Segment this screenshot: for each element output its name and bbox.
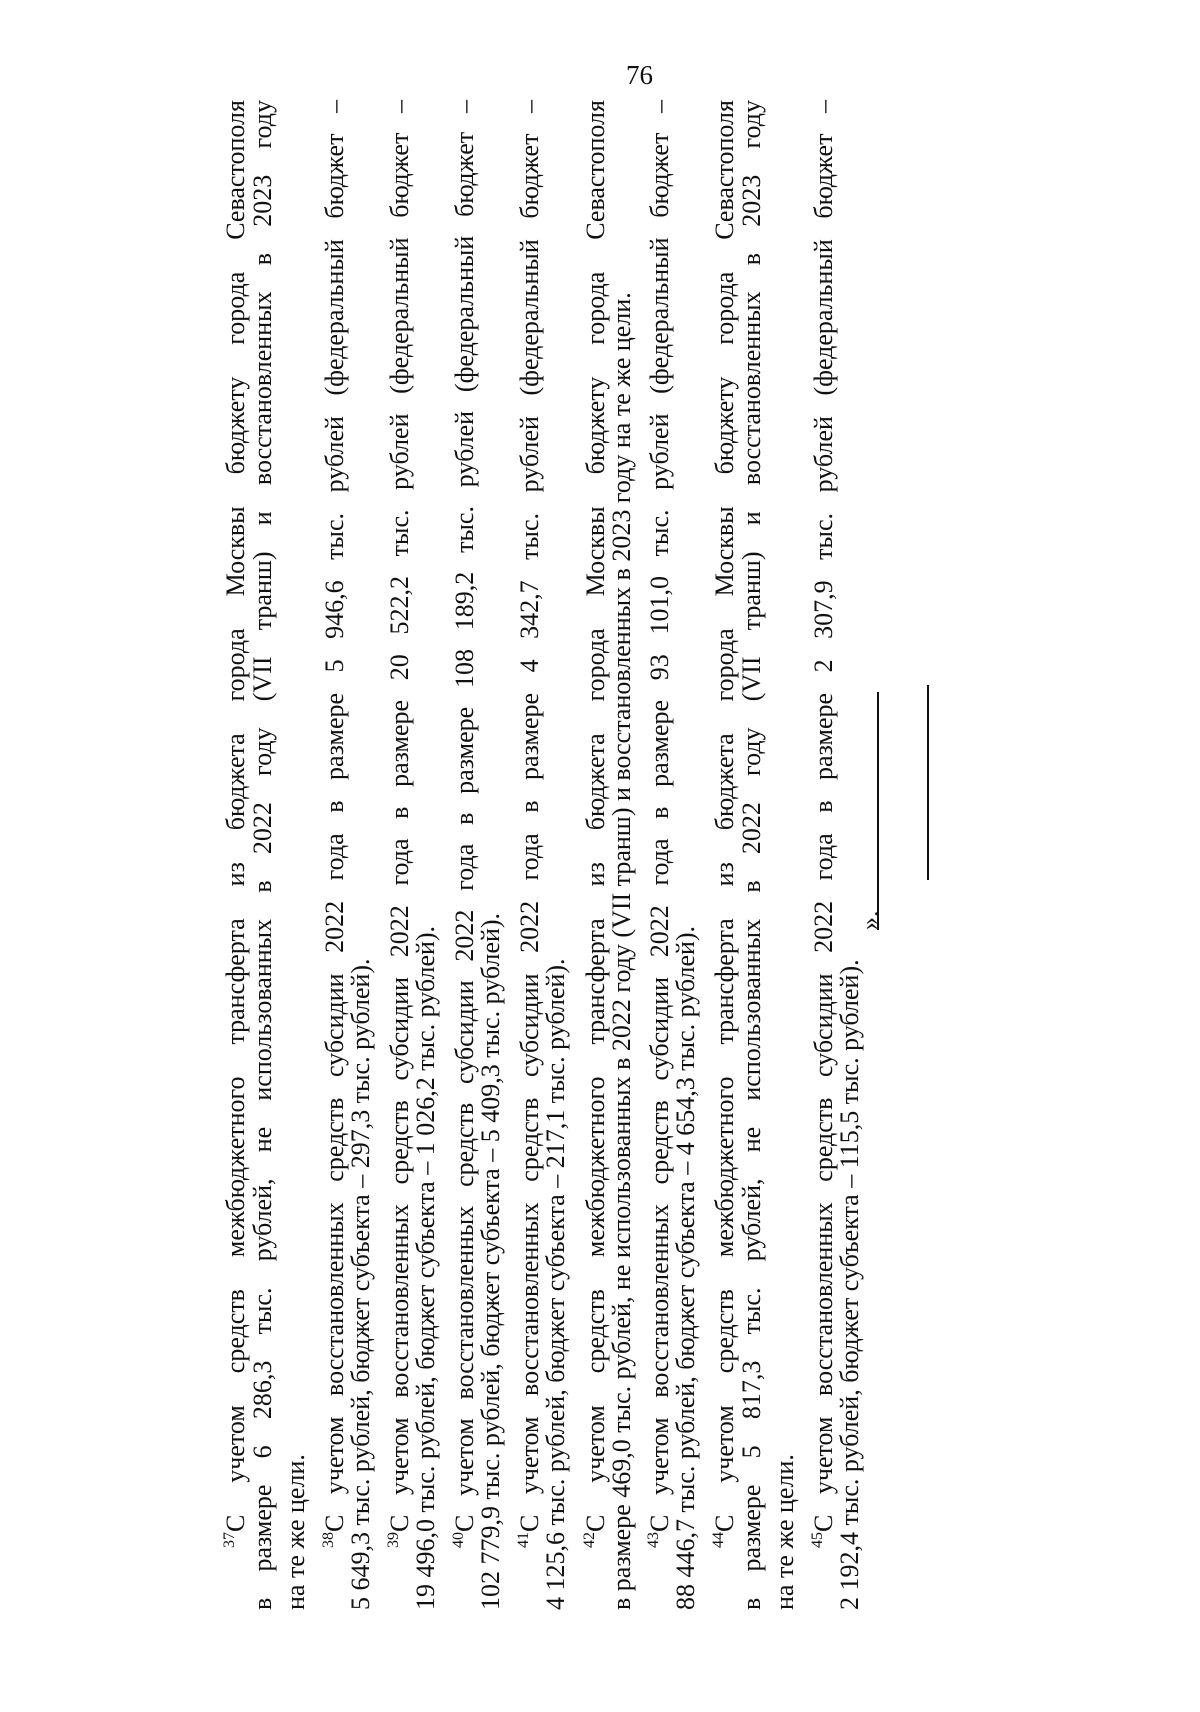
footnote-line: С учетом средств межбюджетного трансферта из бюджета города Москвы бюджету города Севастополя bbox=[710, 100, 739, 1532]
footnote-line: 4 125,6 тыс. рублей, бюджет субъекта – 217,1 тыс. рублей). bbox=[541, 958, 570, 1610]
footnote-line: 102 779,9 тыс. рублей, бюджет субъекта – 5 409,3 тыс. рублей). bbox=[476, 912, 505, 1610]
closing-quote-mark: ». bbox=[855, 910, 884, 930]
footnote-line: в размере 469,0 тыс. рублей, не использованных в 2022 году (VII транш) и восстановленных в 2023 году на те же цели. bbox=[607, 292, 636, 1610]
footnote-line: в размере 5 817,3 тыс. рублей, не использованных в 2022 году (VII транш) и восстановленных в 2023 году bbox=[737, 100, 766, 1610]
footnote-line: С учетом восстановленных средств субсидии 2022 года в размере 2 307,9 тыс. рублей (федеральный бюджет – bbox=[809, 100, 838, 1532]
footnote-line: на те же цели. bbox=[281, 1454, 310, 1610]
footnote-line: С учетом средств межбюджетного трансферта из бюджета города Москвы бюджету города Севастополя bbox=[581, 100, 610, 1532]
separator-rule bbox=[927, 685, 929, 880]
footnote-line: 5 649,3 тыс. рублей, бюджет субъекта – 297,3 тыс. рублей). bbox=[346, 958, 375, 1610]
footnote-marker: 39 bbox=[385, 1532, 402, 1548]
footnote-line: С учетом восстановленных средств субсидии 2022 года в размере 93 101,0 тыс. рублей (федеральный бюджет – bbox=[645, 100, 674, 1532]
footnote-marker: 43 bbox=[645, 1532, 662, 1548]
footnote-line: С учетом восстановленных средств субсидии 2022 года в размере 20 522,2 тыс. рублей (федеральный бюджет – bbox=[385, 100, 414, 1532]
footnote-line: в размере 6 286,3 тыс. рублей, не использованных в 2022 году (VII транш) и восстановленных в 2023 году bbox=[248, 100, 277, 1610]
page-number: 76 bbox=[626, 60, 653, 90]
separator-rule bbox=[877, 692, 879, 930]
footnote-line: С учетом средств межбюджетного трансферта из бюджета города Москвы бюджету города Севастополя bbox=[221, 100, 250, 1532]
footnote-line: С учетом восстановленных средств субсидии 2022 года в размере 4 342,7 тыс. рублей (федеральный бюджет – bbox=[515, 100, 544, 1532]
footnote-marker: 38 bbox=[320, 1532, 337, 1548]
footnote-marker: 37 bbox=[221, 1532, 238, 1548]
footnote-line: на те же цели. bbox=[770, 1454, 799, 1610]
footnote-line: 19 496,0 тыс. рублей, бюджет субъекта – 1 026,2 тыс. рублей). bbox=[411, 925, 440, 1610]
rotated-footnotes-block bbox=[215, 100, 915, 1610]
footnote-line: С учетом восстановленных средств субсидии 2022 года в размере 5 946,6 тыс. рублей (федеральный бюджет – bbox=[320, 100, 349, 1532]
footnote-line: 2 192,4 тыс. рублей, бюджет субъекта – 115,5 тыс. рублей). bbox=[835, 959, 864, 1610]
footnote-marker: 44 bbox=[710, 1532, 727, 1548]
footnote-marker: 45 bbox=[809, 1532, 826, 1548]
footnote-marker: 41 bbox=[515, 1532, 532, 1548]
footnote-line: 88 446,7 тыс. рублей, бюджет субъекта – 4 654,3 тыс. рублей). bbox=[671, 925, 700, 1610]
footnote-marker: 40 bbox=[450, 1532, 467, 1548]
footnote-marker: 42 bbox=[581, 1532, 598, 1548]
footnote-line: С учетом восстановленных средств субсидии 2022 года в размере 108 189,2 тыс. рублей (федеральный бюджет – bbox=[450, 100, 479, 1532]
